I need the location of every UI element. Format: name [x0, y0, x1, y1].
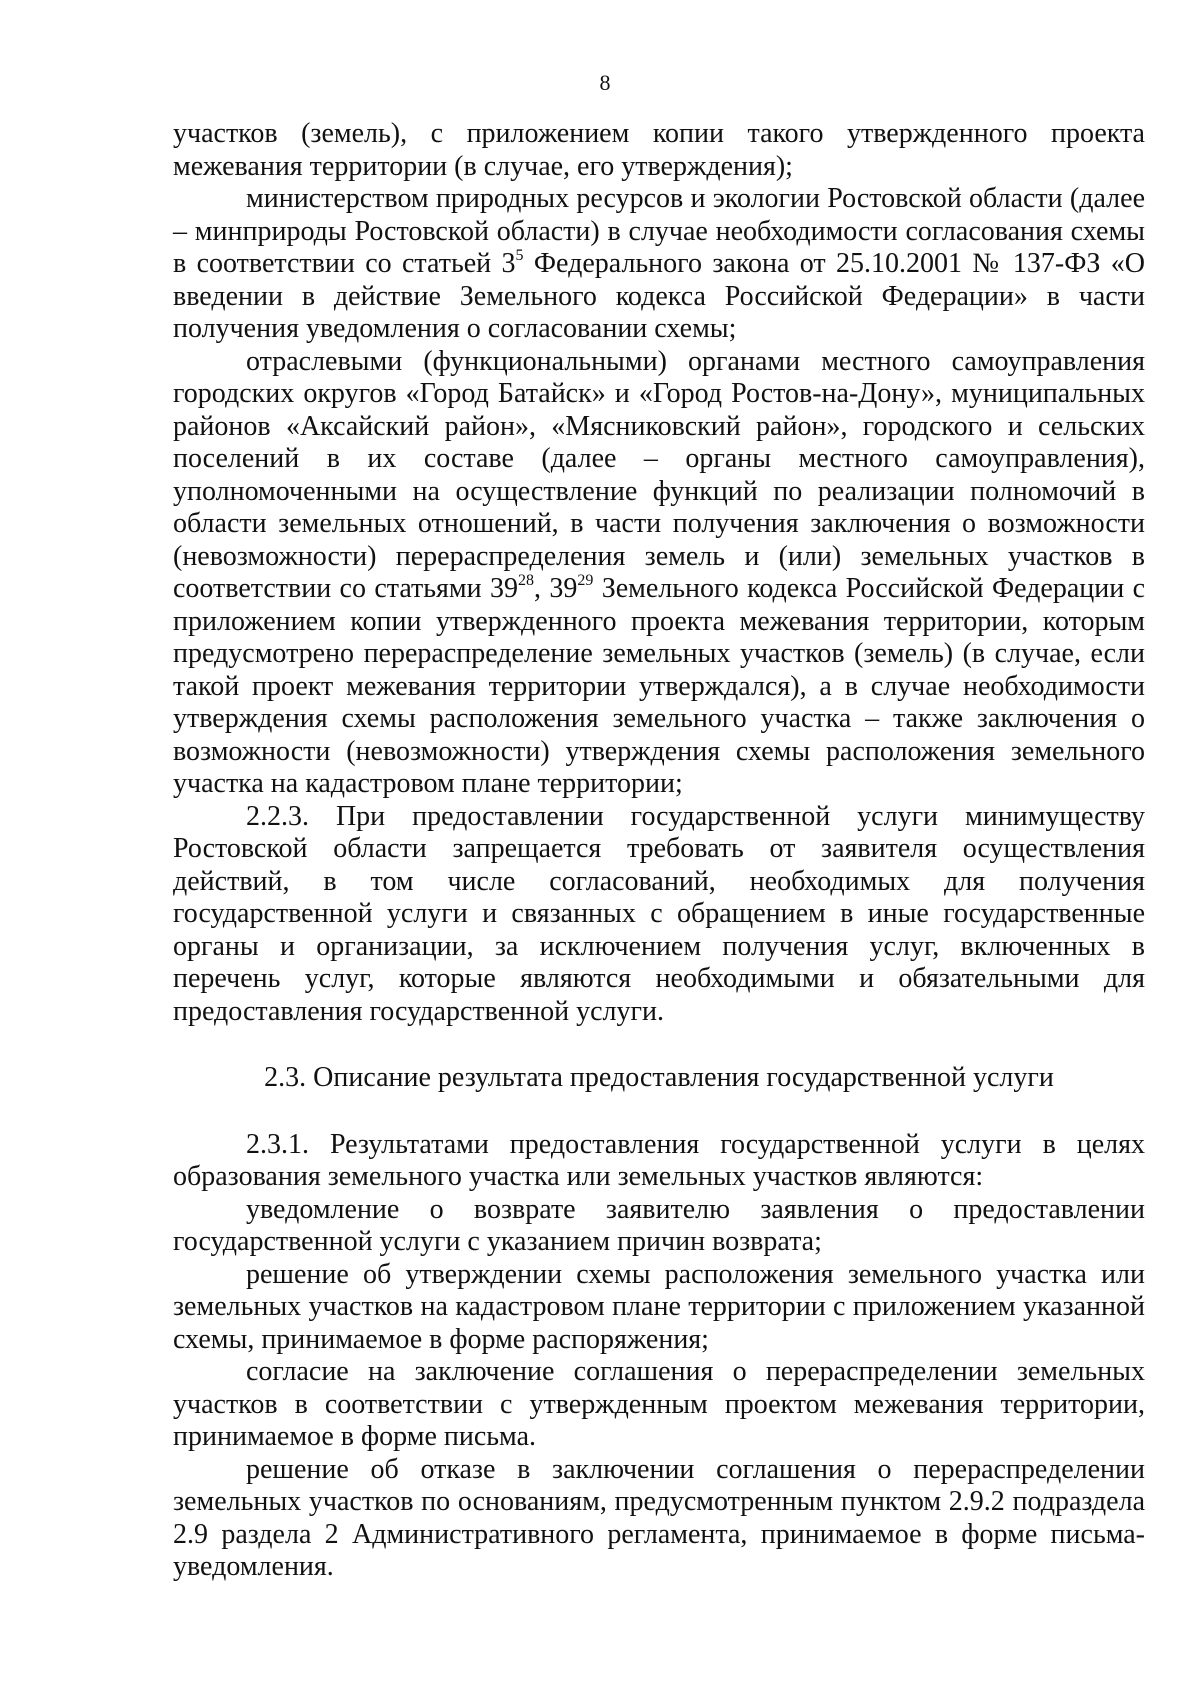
- paragraph-scheme-approval: решение об утверждении схемы расположения земельного участка или земельных участков на кадастровом плане территории с приложением указанной схемы, принимаемое в форме распоряжения;: [173, 1258, 1145, 1355]
- section-heading-2-3: 2.3. Описание результата предоставления государственной услуги: [264, 1062, 1054, 1093]
- page-number: 8: [599, 70, 611, 95]
- paragraph-consent-agreement: согласие на заключение соглашения о перераспределении земельных участков в соответствии с утвержденным проектом межевания территории, принимаемое в форме письма.: [173, 1356, 1145, 1452]
- superscript-28: 28: [517, 572, 534, 589]
- superscript-29: 29: [577, 572, 594, 589]
- superscript-5: 5: [515, 247, 524, 264]
- document-body: [173, 118, 1145, 1584]
- paragraph-text: , 39: [533, 573, 578, 604]
- paragraph-text: министерством природных ресурсов и экологии Ростовской области (далее – минприроды Ростовской области) в случае необходимости согласования схемы в соответствии со статьей 3: [173, 183, 1145, 279]
- paragraph-2-2-3: 2.2.3. При предоставлении государственной услуги минимуществу Ростовской области запрещается требовать от заявителя осуществления действий, в том числе согласований, необходимых для получения государственной услуги и связанных с обращением в иные государственные органы и организации, за исключением получения услуг, включенных в перечень услуг, которые являются необходимыми и обязательными для предоставления государственной услуги.: [173, 800, 1145, 1027]
- paragraph-ministry-natural-resources: [173, 183, 1145, 346]
- paragraph-2-3-1: 2.3.1. Результатами предоставления государственной услуги в целях образования земельного участка или земельных участков являются:: [173, 1128, 1145, 1192]
- paragraph-local-government: [173, 346, 1145, 801]
- paragraph-notice-return: уведомление о возврате заявителю заявления о предоставлении государственной услуги с указанием причин возврата;: [173, 1193, 1145, 1257]
- paragraph-text: Федерального закона от 25.10.2001 № 137-ФЗ «О введении в действие Земельного кодекса Российской Федерации» в части получения уведомления о согласовании схемы;: [173, 248, 1145, 344]
- paragraph-text: отраслевыми (функциональными) органами местного самоуправления городских округов «Город Батайск» и «Город Ростов-на-Дону», муниципальных районов «Аксайский район», «Мясниковский район», городского и сельских поселений в их составе (далее – органы местного самоуправления), уполномоченными на осуществление функций по реализации полномочий в области земельных отношений, в части получения заключения о возможности (невозможности) перераспределения земель и (или) земельных участков в соответствии со статьями 39: [173, 345, 1145, 604]
- paragraph-text: Земельного кодекса Российской Федерации с приложением копии утвержденного проекта межевания территории, которым предусмотрено перераспределение земельных участков (земель) (в случае, если такой проект межевания территории утверждался), а в случае необходимости утверждения схемы расположения земельного участка – также заключения о возможности (невозможности) утверждения схемы расположения земельного участка на кадастровом плане территории;: [173, 573, 1146, 799]
- paragraph-refusal: решение об отказе в заключении соглашения о перераспределении земельных участков по основаниям, предусмотренным пунктом 2.9.2 подраздела 2.9 раздела 2 Административного регламента, принимаемое в форме письма-уведомления.: [173, 1453, 1145, 1582]
- paragraph-continuation: участков (земель), с приложением копии такого утвержденного проекта межевания территории (в случае, его утверждения);: [173, 118, 1145, 182]
